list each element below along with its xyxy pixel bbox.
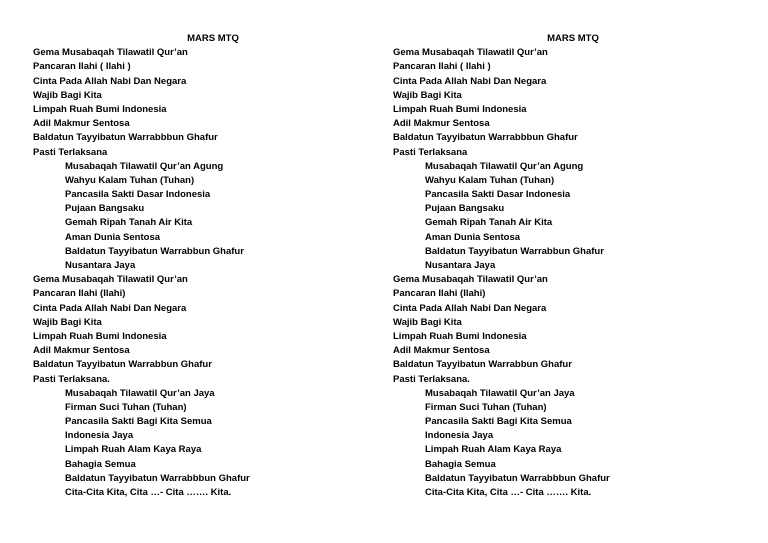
lyric-line-indented: Firman Suci Tuhan (Tuhan) (65, 401, 187, 413)
lyric-line: Pasti Terlaksana (33, 146, 108, 158)
document-title: MARS MTQ (547, 33, 599, 44)
lyric-line-indented: Gemah Ripah Tanah Air Kita (65, 217, 193, 229)
lyric-line-indented: Pancasila Sakti Dasar Indonesia (65, 189, 211, 201)
lyric-line: Wajib Bagi Kita (33, 316, 102, 328)
lyrics-lines (393, 46, 753, 500)
lyric-line-indented: Limpah Ruah Alam Kaya Raya (65, 444, 202, 456)
lyric-line-indented: Musabaqah Tilawatil Qur’an Jaya (65, 387, 215, 399)
lyric-line: Pancaran Ilahi (Ilahi) (393, 288, 486, 300)
lyric-line: Limpah Ruah Bumi Indonesia (393, 330, 527, 342)
lyric-line-indented: Pujaan Bangsaku (425, 203, 505, 215)
lyric-line-indented: Bahagia Semua (425, 458, 496, 470)
lyrics-lines (33, 46, 393, 500)
lyric-line-indented: Baldatun Tayyibatun Warrabbun Ghafur (65, 245, 244, 257)
lyric-line-indented: Musabaqah Tilawatil Qur’an Jaya (425, 387, 575, 399)
lyric-line-indented: Aman Dunia Sentosa (65, 231, 161, 243)
lyric-line: Baldatun Tayyibatun Warrabbbun Ghafur (393, 132, 578, 144)
lyric-line: Cinta Pada Allah Nabi Dan Negara (393, 302, 547, 314)
lyric-line-indented: Baldatun Tayyibatun Warrabbbun Ghafur (425, 472, 610, 484)
lyric-line-indented: Musabaqah Tilawatil Qur’an Agung (425, 160, 584, 172)
lyric-line-indented: Wahyu Kalam Tuhan (Tuhan) (65, 174, 195, 186)
lyric-line-indented: Wahyu Kalam Tuhan (Tuhan) (425, 174, 555, 186)
lyric-line: Pancaran Ilahi ( Ilahi ) (393, 61, 491, 73)
lyric-line: Limpah Ruah Bumi Indonesia (393, 103, 527, 115)
lyric-line: Pasti Terlaksana. (33, 373, 110, 385)
lyrics-column-left (33, 32, 393, 500)
lyric-line-indented: Baldatun Tayyibatun Warrabbbun Ghafur (65, 472, 250, 484)
lyric-line: Baldatun Tayyibatun Warrabbbun Ghafur (33, 132, 218, 144)
lyric-line-indented: Indonesia Jaya (425, 430, 494, 442)
lyric-line-indented: Firman Suci Tuhan (Tuhan) (425, 401, 547, 413)
lyric-line-indented: Musabaqah Tilawatil Qur’an Agung (65, 160, 224, 172)
lyric-line-indented: Pancasila Sakti Bagi Kita Semua (425, 416, 572, 428)
lyric-line: Adil Makmur Sentosa (33, 345, 130, 357)
lyric-line: Baldatun Tayyibatun Warrabbun Ghafur (33, 359, 212, 371)
lyric-line: Gema Musabaqah Tilawatil Qur’an (393, 274, 548, 286)
lyric-line: Pancaran Ilahi (Ilahi) (33, 288, 126, 300)
lyric-line: Adil Makmur Sentosa (393, 118, 490, 130)
lyric-line: Limpah Ruah Bumi Indonesia (33, 330, 167, 342)
lyric-line-indented: Cita-Cita Kita, Cita …- Cita ……. Kita. (425, 487, 592, 498)
lyric-line: Wajib Bagi Kita (393, 89, 462, 101)
lyric-line: Pancaran Ilahi ( Ilahi ) (33, 61, 131, 73)
lyric-line-indented: Gemah Ripah Tanah Air Kita (425, 217, 553, 229)
lyric-line: Gema Musabaqah Tilawatil Qur’an (393, 47, 548, 59)
lyric-line: Pasti Terlaksana. (393, 373, 470, 385)
lyric-line-indented: Pancasila Sakti Bagi Kita Semua (65, 416, 212, 428)
lyric-line: Cinta Pada Allah Nabi Dan Negara (393, 75, 547, 87)
lyric-line: Gema Musabaqah Tilawatil Qur’an (33, 47, 188, 59)
lyric-line-indented: Pujaan Bangsaku (65, 203, 145, 215)
lyric-line: Wajib Bagi Kita (393, 316, 462, 328)
document-title: MARS MTQ (187, 33, 239, 44)
lyric-line-indented: Baldatun Tayyibatun Warrabbun Ghafur (425, 245, 604, 257)
lyric-line-indented: Limpah Ruah Alam Kaya Raya (425, 444, 562, 456)
lyric-line: Cinta Pada Allah Nabi Dan Negara (33, 75, 187, 87)
lyric-line: Pasti Terlaksana (393, 146, 468, 158)
lyric-line-indented: Nusantara Jaya (425, 260, 496, 271)
lyric-line: Baldatun Tayyibatun Warrabbun Ghafur (393, 359, 572, 371)
lyric-line: Adil Makmur Sentosa (33, 118, 130, 130)
lyric-line: Limpah Ruah Bumi Indonesia (33, 103, 167, 115)
lyric-line-indented: Pancasila Sakti Dasar Indonesia (425, 189, 571, 201)
lyrics-column-right (393, 32, 753, 500)
lyric-line-indented: Bahagia Semua (65, 458, 136, 470)
lyric-line: Cinta Pada Allah Nabi Dan Negara (33, 302, 187, 314)
lyric-line: Wajib Bagi Kita (33, 89, 102, 101)
lyric-line: Gema Musabaqah Tilawatil Qur’an (33, 274, 188, 286)
lyric-line: Adil Makmur Sentosa (393, 345, 490, 357)
lyric-line-indented: Indonesia Jaya (65, 430, 134, 442)
lyric-line-indented: Aman Dunia Sentosa (425, 231, 521, 243)
lyric-line-indented: Cita-Cita Kita, Cita …- Cita ……. Kita. (65, 487, 232, 498)
lyric-line-indented: Nusantara Jaya (65, 260, 136, 271)
